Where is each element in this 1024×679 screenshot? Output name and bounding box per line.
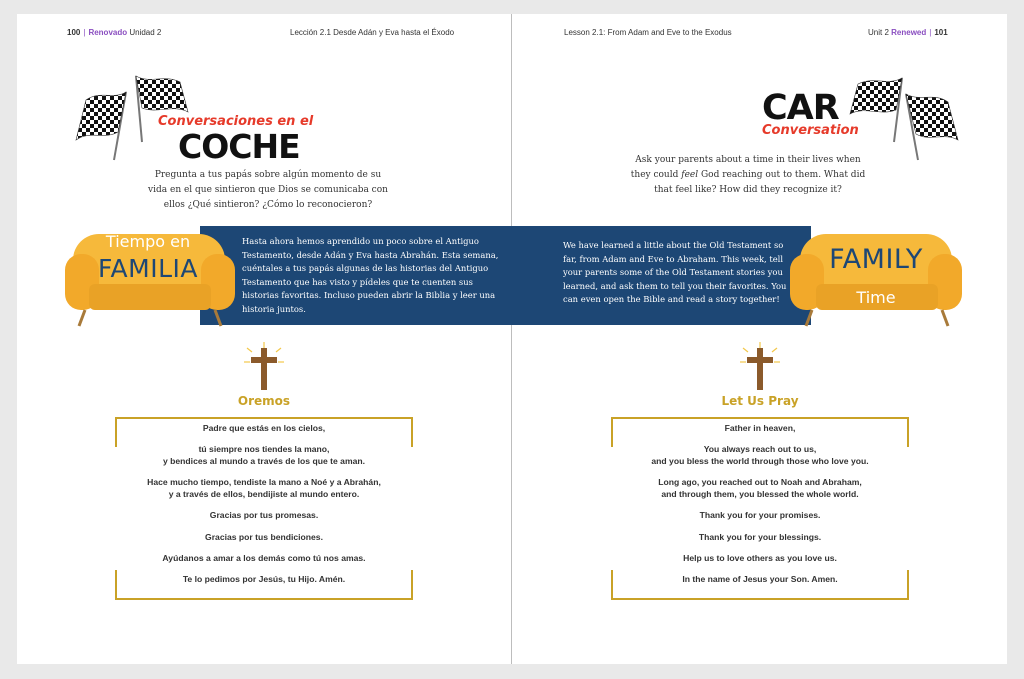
right-page-header: Unit 2 Renewed | 101: [868, 28, 948, 37]
cross-icon: [739, 340, 781, 392]
right-page-number: 101: [934, 28, 948, 37]
right-car-text: [626, 153, 870, 198]
left-prayer-lines: [115, 423, 413, 596]
prayer-line: In the name of Jesus your Son. Amen.: [682, 574, 838, 585]
prayer-line: Long ago, you reached out to Noah and Abraham, and through them, you blessed the whole world.: [658, 477, 862, 500]
left-lesson-header: Lección 2.1 Desde Adán y Eva hasta el Éxodo: [290, 28, 455, 37]
right-lesson-header: Lesson 2.1: From Adam and Eve to the Exodus: [564, 28, 732, 37]
right-prayer-box: [611, 417, 909, 600]
left-book-name: Renovado: [88, 28, 128, 37]
prayer-line: Thank you for your promises.: [699, 510, 821, 521]
prayer-line: You always reach out to us, and you bless the world through those who love you.: [651, 444, 869, 467]
prayer-line: tú siempre nos tiendes la mano, y bendices al mundo a través de los que te aman.: [162, 444, 366, 467]
prayer-line: Hace mucho tiempo, tendiste la mano a Noé y a Abrahán, y a través de ellos, bendijiste al mundo entero.: [147, 477, 381, 500]
prayer-line: Gracias por tus promesas.: [209, 510, 319, 521]
left-car-text: Pregunta a tus papás sobre algún momento de su vida en el que sintieron que Dios se comunicaba con ellos ¿Qué sintieron? ¿Cómo lo reconocieron?: [148, 170, 388, 210]
right-pray-title: Let Us Pray: [721, 394, 799, 408]
right-unit: Unit 2: [868, 28, 889, 37]
checkered-flag-icon: [74, 84, 134, 162]
prayer-line: Padre que estás en los cielos,: [202, 423, 326, 433]
left-prayer-box: [115, 417, 413, 600]
left-pray-title: Oremos: [237, 394, 291, 408]
left-family-label-top: Tiempo en: [105, 232, 191, 251]
right-car-text-a: Ask your parents about a time in their lives when they could: [630, 155, 861, 180]
left-family-text: Hasta ahora hemos aprendido un poco sobre el Antiguo Testamento, desde Adán y Eva hasta Abrahán. Esta semana, cuéntales a tus papás algunas de las historias del Antiguo Testamento que has visto y pídeles que te cuenten sus historias favoritas. Incluso pueden abrir la Biblia y leer una historia juntos.: [242, 236, 499, 314]
right-car-title-big: CAR: [762, 88, 839, 128]
left-page-number: 100: [67, 28, 81, 37]
prayer-line: Help us to love others as you love us.: [683, 553, 837, 564]
right-family-label-bottom: Time: [856, 288, 896, 307]
prayer-line: Te lo pedimos por Jesús, tu Hijo. Amén.: [182, 574, 346, 585]
prayer-line: Ayúdanos a amar a los demás como tú nos amas.: [162, 553, 366, 564]
left-car-title-big: COCHE: [178, 127, 300, 166]
left-family-box: [200, 226, 511, 325]
right-car-text-em: feel: [681, 170, 699, 180]
right-prayer-lines: [611, 423, 909, 596]
prayer-line: Thank you for your blessings.: [698, 531, 822, 542]
left-family-label-main: FAMILIA: [97, 254, 199, 283]
right-family-label-main: FAMILY: [829, 244, 923, 275]
right-car-text-b: God reaching out to them. What did that feel like? How did they recognize it?: [654, 170, 866, 195]
left-car-title-small: Conversaciones en el: [158, 114, 314, 129]
left-unit: Unidad 2: [129, 28, 162, 37]
cross-icon: [243, 340, 285, 392]
right-family-text: We have learned a little about the Old Testament so far, from Adam and Eve to Abraham. This week, tell your parents some of the Old Testament stories you learned, and ask them to tell you their favorites. You can even open the Bible and read a story together!: [563, 240, 787, 305]
prayer-line: Father in heaven,: [724, 423, 796, 433]
right-family-box: [511, 226, 811, 325]
page-gutter: [511, 14, 512, 664]
left-page-header: 100 | Renovado Unidad 2: [67, 28, 162, 37]
right-book-name: Renewed: [891, 28, 927, 37]
couch-icon: [790, 226, 962, 328]
right-car-title-small: Conversation: [762, 123, 859, 138]
prayer-line: Gracias por tus bendiciones.: [205, 531, 323, 542]
checkered-flag-icon: [900, 88, 962, 162]
